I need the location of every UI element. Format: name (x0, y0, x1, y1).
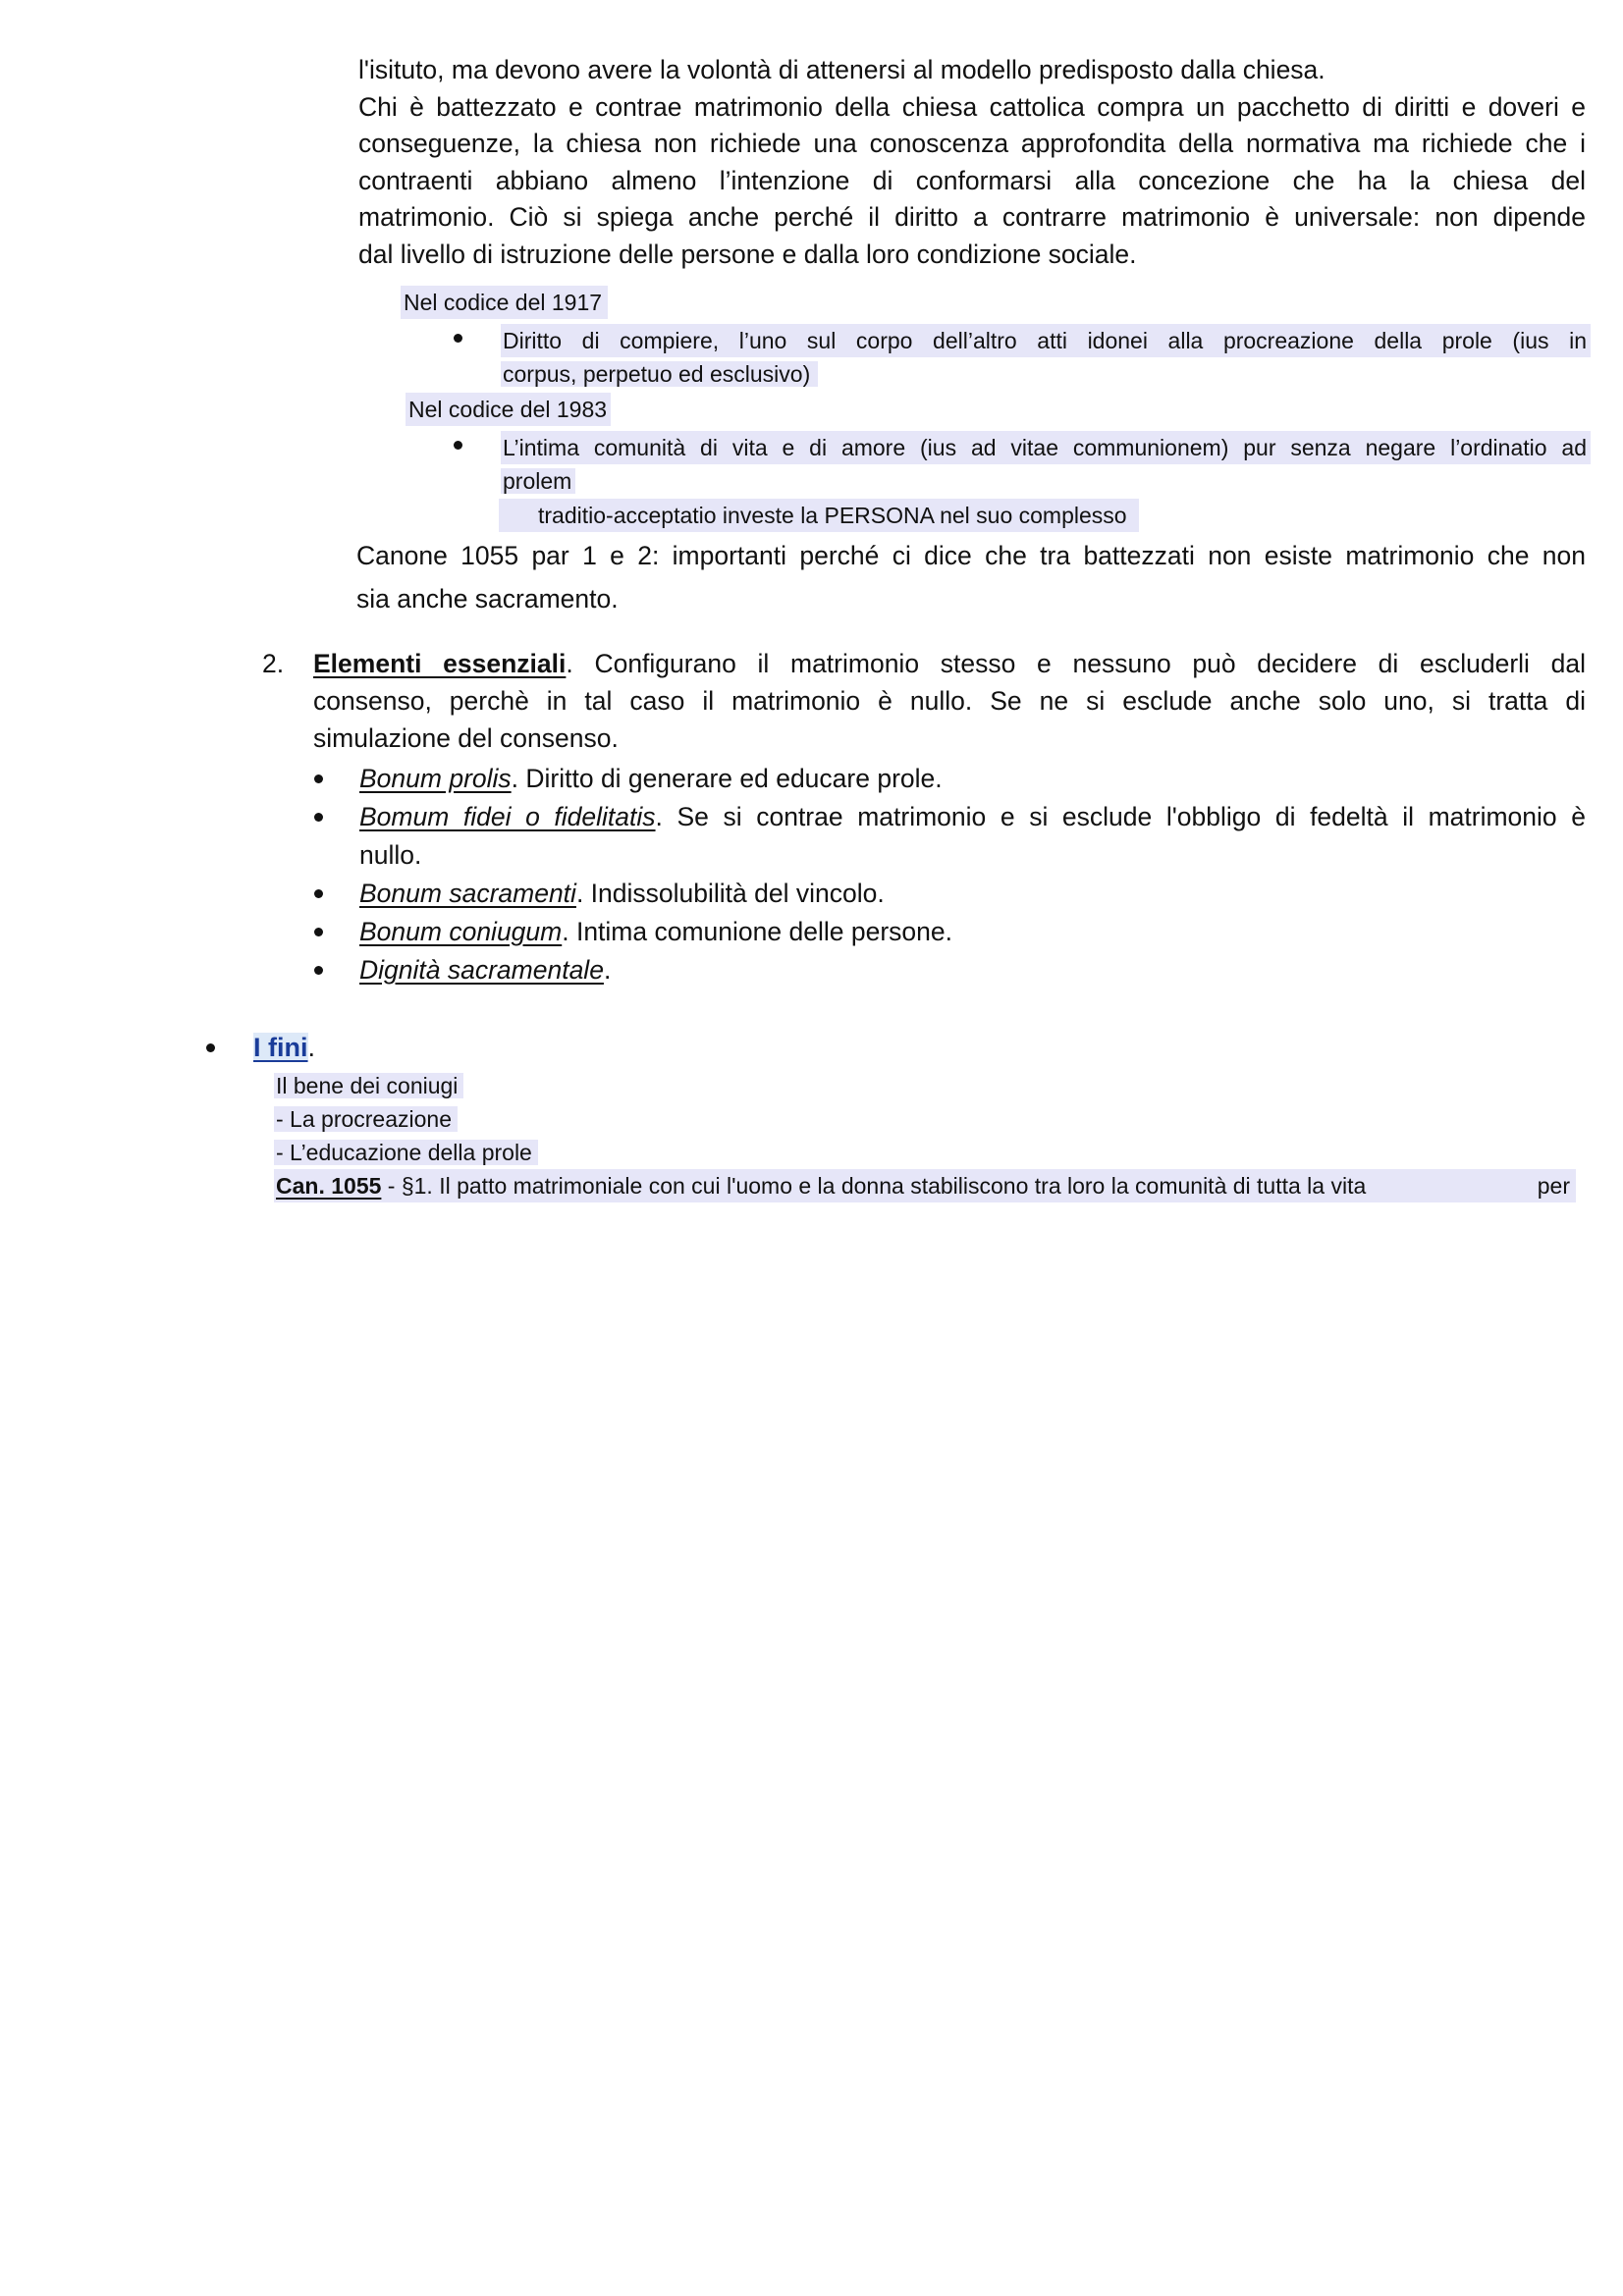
intro-line-1: l'isituto, ma devono avere la volontà di attenersi al modello predisposto dalla chiesa. (358, 55, 1325, 84)
fini-line-wrap (274, 1102, 1590, 1136)
codice-1983-note-text: traditio-acceptatio investe la PERSONA nel suo complesso (538, 503, 1127, 528)
codice-1983-item-line-2-wrap (501, 464, 1591, 498)
canone-line-1: Canone 1055 par 1 e 2: importanti perché ci dice che tra battezzati non esiste matrimonio che non (356, 541, 1586, 570)
elementi-line-1 (313, 645, 1586, 682)
fini-list (274, 1069, 1590, 1202)
list-item (306, 875, 1586, 913)
bonum-fidei-text: . Se si contrae matrimonio e si esclude l'obbligo di fedeltà il matrimonio è (655, 802, 1586, 831)
bonum-sacramenti-term: Bonum sacramenti (359, 879, 576, 908)
elementi-line-3: simulazione del consenso. (313, 723, 619, 753)
bullet-icon (314, 889, 323, 898)
intro-line-5: matrimonio. Ciò si spiega anche perché il diritto a contrarre matrimonio è universale: non dipende (358, 202, 1586, 232)
fini-heading (253, 1029, 315, 1066)
list-item (306, 760, 1586, 798)
list-item (306, 913, 1586, 951)
dignita-sacramentale-term: Dignità sacramentale (359, 955, 604, 985)
bonum-coniugum-term: Bonum coniugum (359, 917, 563, 946)
fini-line-1: Il bene dei coniugi (274, 1073, 463, 1098)
intro-paragraph (358, 52, 1586, 273)
fini-line-wrap (274, 1069, 1590, 1102)
elementi-line-1-rest: . Configurano il matrimonio stesso e nessuno può decidere di escluderli dal (566, 649, 1586, 678)
bullet-icon (454, 334, 462, 343)
codice-1983-item-line-2: prolem (501, 468, 575, 494)
can-1055-line (274, 1169, 1576, 1202)
elementi-list (306, 760, 1586, 989)
intro-line-2: Chi è battezzato e contrae matrimonio della chiesa cattolica compra un pacchetto di diritti e doveri e (358, 91, 1586, 122)
codice-1917-item-line-2-wrap (501, 357, 1591, 391)
codice-1917-heading (401, 286, 608, 319)
dignita-sacramentale-text: . (603, 955, 612, 985)
bonum-fidei-term: Bomum fidei o fidelitatis (359, 802, 656, 831)
elementi-paragraph (313, 645, 1586, 757)
bullet-icon (314, 813, 323, 822)
codice-1983-heading (406, 393, 611, 426)
elementi-line-2: consenso, perchè in tal caso il matrimonio è nullo. Se ne si esclude anche solo uno, si tratta di (313, 686, 1586, 716)
can-1055-main (276, 1169, 1366, 1202)
intro-line-4: contraenti abbiano almeno l’intenzione di conformarsi alla concezione che ha la chiesa del (358, 165, 1586, 195)
can-1055-label: Can. 1055 (276, 1173, 382, 1199)
codice-1983-note (499, 499, 1139, 532)
fini-line-2: - La procreazione (274, 1106, 458, 1132)
codice-1983-heading-text: Nel codice del 1983 (408, 397, 608, 422)
bonum-fidei-line-1 (359, 798, 1586, 836)
fini-line-wrap (274, 1136, 1590, 1169)
canone-line-2: sia anche sacramento. (356, 584, 619, 614)
bullet-icon (454, 441, 462, 450)
intro-line-6: dal livello di istruzione delle persone e dalla loro condizione sociale. (358, 239, 1137, 269)
intro-line-3: conseguenze, la chiesa non richiede una conoscenza approfondita della normativa ma richiede che i (358, 129, 1586, 158)
bonum-prolis-term: Bonum prolis (359, 764, 512, 793)
fini-link[interactable]: I fini (253, 1033, 308, 1062)
codice-1917-heading-text: Nel codice del 1917 (404, 290, 603, 315)
codice-1983-item-line-1: L’intima comunità di vita e di amore (ius ad vitae communionem) pur senza negare l’ordinatio ad (501, 431, 1591, 464)
bonum-coniugum-text: . Intima comunione delle persone. (562, 917, 952, 946)
bullet-icon (314, 966, 323, 975)
can-1055-text: - §1. Il patto matrimoniale con cui l'uomo e la donna stabiliscono tra loro la comunità di tutta la vita (381, 1173, 1367, 1199)
elementi-number (262, 645, 284, 682)
can-1055-tail: per (1537, 1173, 1570, 1199)
bonum-prolis-text: . Diritto di generare ed educare prole. (511, 764, 943, 793)
canone-paragraph (356, 534, 1586, 620)
fini-title-suffix: . (307, 1033, 316, 1062)
codice-1983-item (501, 431, 1591, 498)
bonum-fidei-line-2: nullo. (359, 840, 422, 870)
elementi-title: Elementi essenziali (313, 649, 567, 678)
bullet-icon (206, 1043, 215, 1052)
bullet-icon (314, 928, 323, 936)
list-item (306, 798, 1586, 875)
bullet-icon (314, 774, 323, 783)
codice-1917-item-line-1: Diritto di compiere, l’uno sul corpo dell’altro atti idonei alla procreazione della prole (ius in (501, 324, 1591, 357)
bonum-sacramenti-text: . Indissolubilità del vincolo. (575, 879, 885, 908)
codice-1917-item-line-2: corpus, perpetuo ed esclusivo) (501, 361, 818, 387)
list-item (306, 951, 1586, 989)
fini-line-3: - L’educazione della prole (274, 1140, 538, 1165)
elementi-number-text: 2. (262, 649, 285, 678)
codice-1917-item (501, 324, 1591, 391)
